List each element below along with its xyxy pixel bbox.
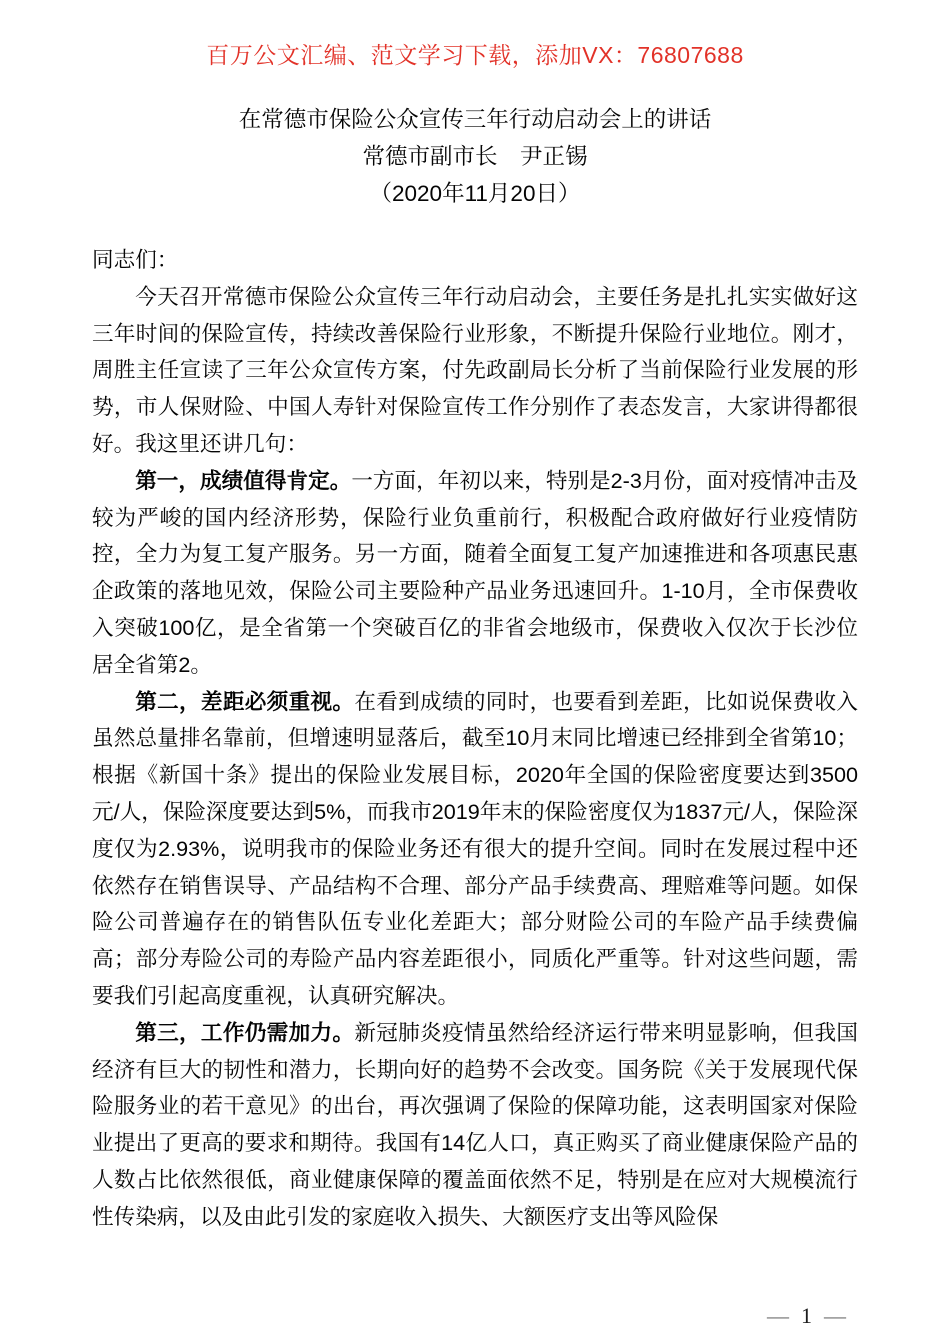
paragraph-text: 同志们： xyxy=(92,247,179,272)
paragraph-text: 一方面，年初以来，特别是2-3月份，面对疫情冲击及较为严峻的国内经济形势，保险行业负重前行，积极配合政府做好行业疫情防控，全力为复工复产服务。另一方面，随着全面复工复产加速推进和各项惠民惠企政策的落地见效，保险公司主要险种产品业务迅速回升。1-10月，全市保费收入突破100亿，是全省第一个突破百亿的非省会地级市，保费收入仅次于长沙位居全省第2。 xyxy=(92,467,858,677)
paragraph xyxy=(92,242,858,279)
document-date: （2020年11月20日） xyxy=(369,181,581,206)
document-title: 在常德市保险公众宣传三年行动启动会上的讲话 xyxy=(238,107,712,132)
document-author: 常德市副市长 尹正锡 xyxy=(362,144,588,169)
paragraph xyxy=(92,279,858,463)
paragraph-emphasis: 第二，差距必须重视。 xyxy=(135,688,355,714)
paragraph-text: 今天召开常德市保险公众宣传三年行动启动会，主要任务是扎扎实实做好这三年时间的保险宣传，持续改善保险行业形象，不断提升保险行业地位。刚才，周胜主任宣读了三年公众宣传方案，付先政副局长分析了当前保险行业发展的形势，市人保财险、中国人寿针对保险宣传工作分别作了表态发言，大家讲得都很好。我这里还讲几句： xyxy=(92,283,858,456)
promo-watermark-text: 百万公文汇编、范文学习下载，添加VX：76807688 xyxy=(206,42,744,68)
page-number xyxy=(767,1303,846,1329)
page-number-value: 1 xyxy=(801,1303,812,1328)
paragraph xyxy=(92,1015,858,1236)
paragraph-text: 在看到成绩的同时，也要看到差距，比如说保费收入虽然总量排名靠前，但增速明显落后，截至10月末同比增速已经排到全省第10；根据《新国十条》提出的保险业发展目标，2020年全国的保险密度要达到3500元/人，保险深度要达到5%，而我市2019年末的保险密度仅为1837元/人，保险深度仅为2.93%，说明我市的保险业务还有很大的提升空间。同时在发展过程中还依然存在销售误导、产品结构不合理、部分产品手续费高、理赔难等问题。如保险公司普遍存在的销售队伍专业化差距大；部分财险公司的车险产品手续费偏高；部分寿险公司的寿险产品内容差距很小，同质化严重等。针对这些问题，需要我们引起高度重视，认真研究解决。 xyxy=(92,688,858,1008)
paragraph-text: 新冠肺炎疫情虽然给经济运行带来明显影响，但我国经济有巨大的韧性和潜力，长期向好的趋势不会改变。国务院《关于发展现代保险服务业的若干意见》的出台，再次强调了保险的保障功能，这表明国家对保险业提出了更高的要求和期待。我国有14亿人口，真正购买了商业健康保险产品的人数占比依然很低，商业健康保障的覆盖面依然不足，特别是在应对大规模流行性传染病，以及由此引发的家庭收入损失、大额医疗支出等风险保 xyxy=(92,1019,858,1229)
paragraph-emphasis: 第一，成绩值得肯定。 xyxy=(135,467,352,493)
page-number-dash-left: — xyxy=(767,1303,789,1328)
title-block xyxy=(0,101,950,212)
page-number-dash-right: — xyxy=(824,1303,846,1328)
document-body xyxy=(92,242,858,1236)
paragraph-emphasis: 第三，工作仍需加力。 xyxy=(135,1019,355,1045)
paragraph xyxy=(92,463,858,684)
paragraph xyxy=(92,684,858,1015)
